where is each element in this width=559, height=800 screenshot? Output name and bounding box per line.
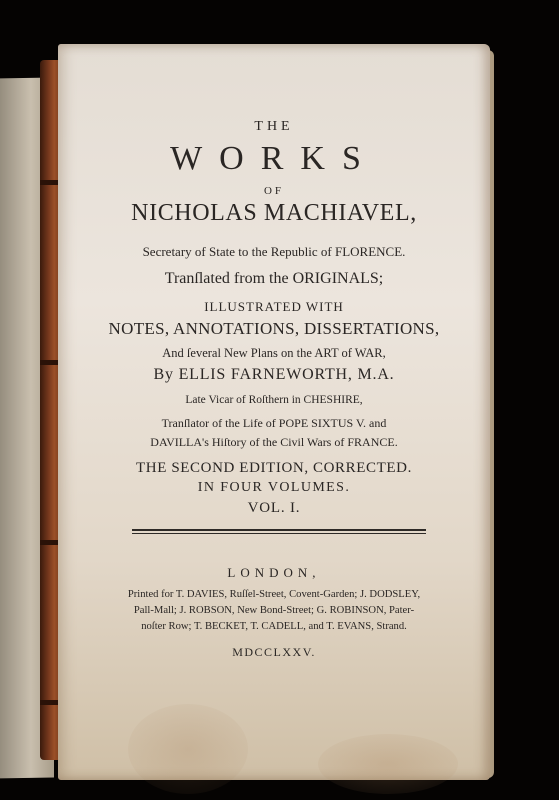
imprint-line-3: noſter Row; T. BECKET, T. CADELL, and T. EVANS, Strand. — [141, 621, 407, 632]
translation-note: Tranſlated from the ORIGINALS; — [164, 270, 384, 287]
contents-notes: NOTES, ANNOTATIONS, DISSERTATIONS, — [108, 319, 440, 338]
translator-works-2: DAVILLA's Hiſtory of the Civil Wars of FRANCE. — [150, 435, 398, 449]
translator-name: By ELLIS FARNEWORTH, M.A. — [153, 366, 395, 383]
heading-works: WORKS — [170, 140, 378, 177]
contents-plans: And ſeveral New Plans on the ART of WAR, — [162, 346, 386, 360]
translator-works-1: Tranſlator of the Life of POPE SIXTUS V. and — [161, 416, 387, 430]
heading-of: OF — [263, 185, 285, 197]
volume-number: VOL. I. — [247, 500, 301, 516]
imprint-city: LONDON, — [227, 565, 321, 580]
imprint-line-1: Printed for T. DAVIES, Ruſſel-Street, Covent-Garden; J. DODSLEY, — [127, 589, 421, 600]
heading-the: THE — [254, 119, 294, 134]
author-name: NICHOLAS MACHIAVEL, — [131, 200, 417, 226]
title-page-text — [58, 44, 490, 780]
imprint-date: MDCCLXXV. — [232, 645, 316, 659]
translator-title: Late Vicar of Roſthern in CHESHIRE, — [185, 394, 363, 406]
author-office: Secretary of State to the Republic of FLORENCE. — [142, 244, 406, 259]
divider-rule — [132, 533, 426, 534]
volumes-statement: IN FOUR VOLUMES. — [197, 480, 351, 495]
imprint-line-2: Pall-Mall; J. ROBSON, New Bond-Street; G. ROBINSON, Pater- — [133, 605, 415, 616]
illustrated-with: ILLUSTRATED WITH — [204, 299, 344, 314]
divider-rule — [132, 529, 426, 531]
edition-statement: THE SECOND EDITION, CORRECTED. — [136, 460, 412, 476]
